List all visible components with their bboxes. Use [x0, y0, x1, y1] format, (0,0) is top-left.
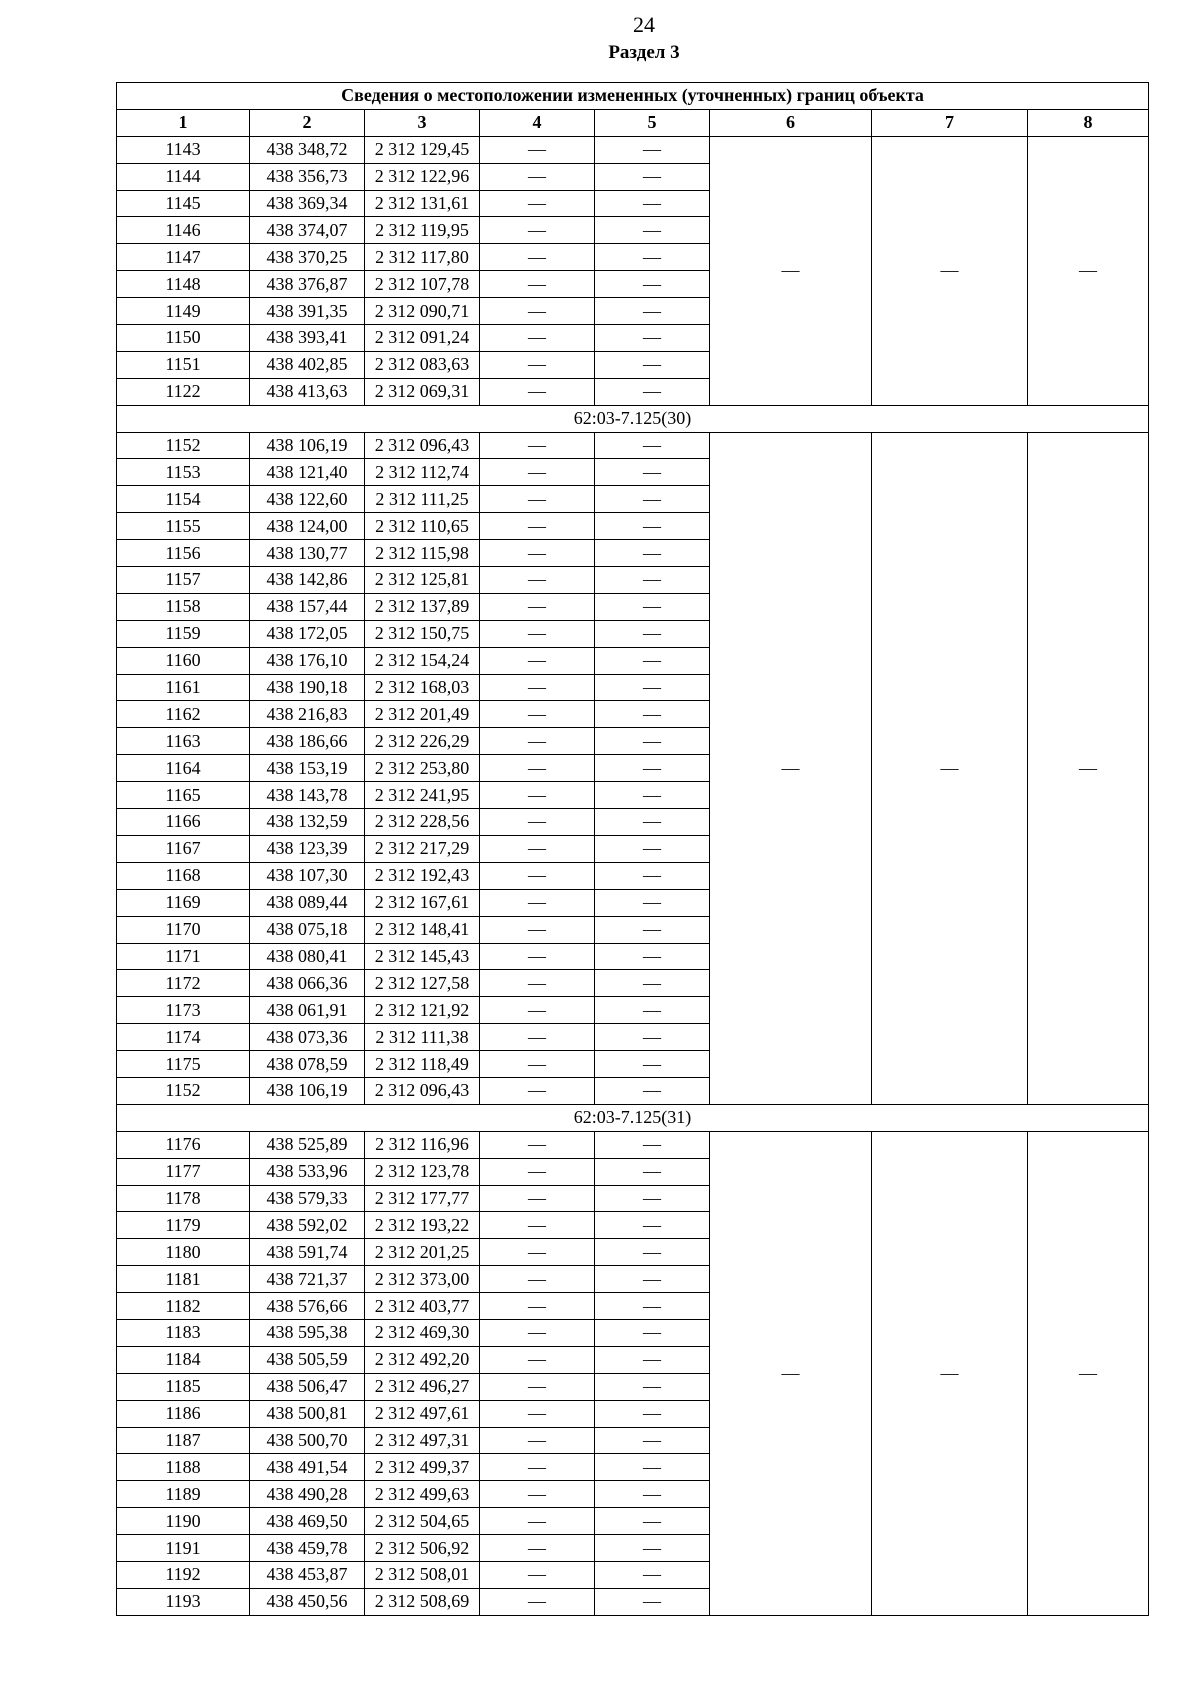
x-coordinate-cell: 438 107,30: [250, 862, 365, 889]
dash-cell: —: [595, 1185, 710, 1212]
point-number-cell: 1181: [117, 1266, 250, 1293]
dash-cell: —: [595, 486, 710, 513]
point-number-cell: 1146: [117, 217, 250, 244]
dash-cell: —: [595, 997, 710, 1024]
y-coordinate-cell: 2 312 253,80: [365, 755, 480, 782]
table-row: [117, 432, 1149, 459]
dash-cell: —: [595, 1454, 710, 1481]
column-number: 1: [117, 109, 250, 136]
dash-cell: —: [480, 1131, 595, 1158]
point-number-cell: 1150: [117, 325, 250, 352]
point-number-cell: 1192: [117, 1561, 250, 1588]
point-number-cell: 1166: [117, 809, 250, 836]
x-coordinate-cell: 438 172,05: [250, 620, 365, 647]
column-number: 4: [480, 109, 595, 136]
dash-cell: —: [595, 244, 710, 271]
dash-cell: —: [480, 593, 595, 620]
x-coordinate-cell: 438 505,59: [250, 1346, 365, 1373]
y-coordinate-cell: 2 312 125,81: [365, 567, 480, 594]
dash-cell: —: [480, 432, 595, 459]
dash-cell: —: [595, 1293, 710, 1320]
x-coordinate-cell: 438 348,72: [250, 136, 365, 163]
point-number-cell: 1187: [117, 1427, 250, 1454]
point-number-cell: 1148: [117, 271, 250, 298]
y-coordinate-cell: 2 312 504,65: [365, 1508, 480, 1535]
x-coordinate-cell: 438 106,19: [250, 1077, 365, 1104]
column-8-merged-cell: —: [1028, 432, 1149, 1104]
point-number-cell: 1170: [117, 916, 250, 943]
dash-cell: —: [480, 1346, 595, 1373]
dash-cell: —: [595, 1131, 710, 1158]
dash-cell: —: [595, 647, 710, 674]
dash-cell: —: [595, 271, 710, 298]
x-coordinate-cell: 438 413,63: [250, 378, 365, 405]
y-coordinate-cell: 2 312 127,58: [365, 970, 480, 997]
column-number: 7: [872, 109, 1028, 136]
y-coordinate-cell: 2 312 150,75: [365, 620, 480, 647]
y-coordinate-cell: 2 312 118,49: [365, 1051, 480, 1078]
dash-cell: —: [595, 540, 710, 567]
x-coordinate-cell: 438 153,19: [250, 755, 365, 782]
dash-cell: —: [480, 459, 595, 486]
y-coordinate-cell: 2 312 083,63: [365, 351, 480, 378]
dash-cell: —: [595, 1373, 710, 1400]
dash-cell: —: [480, 1373, 595, 1400]
column-number: 3: [365, 109, 480, 136]
dash-cell: —: [595, 298, 710, 325]
y-coordinate-cell: 2 312 111,25: [365, 486, 480, 513]
x-coordinate-cell: 438 124,00: [250, 513, 365, 540]
x-coordinate-cell: 438 130,77: [250, 540, 365, 567]
dash-cell: —: [595, 755, 710, 782]
y-coordinate-cell: 2 312 096,43: [365, 1077, 480, 1104]
column-number: 8: [1028, 109, 1149, 136]
point-number-cell: 1173: [117, 997, 250, 1024]
x-coordinate-cell: 438 525,89: [250, 1131, 365, 1158]
dash-cell: —: [480, 970, 595, 997]
dash-cell: —: [595, 1427, 710, 1454]
x-coordinate-cell: 438 374,07: [250, 217, 365, 244]
point-number-cell: 1180: [117, 1239, 250, 1266]
dash-cell: —: [480, 298, 595, 325]
dash-cell: —: [595, 943, 710, 970]
y-coordinate-cell: 2 312 508,01: [365, 1561, 480, 1588]
x-coordinate-cell: 438 506,47: [250, 1373, 365, 1400]
dash-cell: —: [480, 567, 595, 594]
dash-cell: —: [595, 1481, 710, 1508]
column-number-row: [117, 109, 1149, 136]
point-number-cell: 1145: [117, 190, 250, 217]
y-coordinate-cell: 2 312 226,29: [365, 728, 480, 755]
x-coordinate-cell: 438 122,60: [250, 486, 365, 513]
x-coordinate-cell: 438 369,34: [250, 190, 365, 217]
point-number-cell: 1161: [117, 674, 250, 701]
y-coordinate-cell: 2 312 096,43: [365, 432, 480, 459]
point-number-cell: 1168: [117, 862, 250, 889]
column-8-merged-cell: —: [1028, 1131, 1149, 1615]
dash-cell: —: [480, 136, 595, 163]
dash-cell: —: [480, 1051, 595, 1078]
dash-cell: —: [480, 1535, 595, 1562]
y-coordinate-cell: 2 312 123,78: [365, 1158, 480, 1185]
x-coordinate-cell: 438 080,41: [250, 943, 365, 970]
dash-cell: —: [480, 486, 595, 513]
point-number-cell: 1160: [117, 647, 250, 674]
x-coordinate-cell: 438 376,87: [250, 271, 365, 298]
point-number-cell: 1188: [117, 1454, 250, 1481]
column-8-merged-cell: —: [1028, 136, 1149, 405]
dash-cell: —: [595, 782, 710, 809]
point-number-cell: 1176: [117, 1131, 250, 1158]
dash-cell: —: [595, 378, 710, 405]
y-coordinate-cell: 2 312 177,77: [365, 1185, 480, 1212]
dash-cell: —: [480, 728, 595, 755]
point-number-cell: 1122: [117, 378, 250, 405]
point-number-cell: 1152: [117, 1077, 250, 1104]
x-coordinate-cell: 438 075,18: [250, 916, 365, 943]
dash-cell: —: [480, 647, 595, 674]
dash-cell: —: [480, 835, 595, 862]
y-coordinate-cell: 2 312 167,61: [365, 889, 480, 916]
dash-cell: —: [595, 1319, 710, 1346]
point-number-cell: 1178: [117, 1185, 250, 1212]
dash-cell: —: [595, 136, 710, 163]
section-label-row: [117, 1104, 1149, 1131]
x-coordinate-cell: 438 469,50: [250, 1508, 365, 1535]
point-number-cell: 1174: [117, 1024, 250, 1051]
dash-cell: —: [480, 1481, 595, 1508]
column-6-merged-cell: —: [710, 136, 872, 405]
y-coordinate-cell: 2 312 469,30: [365, 1319, 480, 1346]
column-number: 2: [250, 109, 365, 136]
y-coordinate-cell: 2 312 192,43: [365, 862, 480, 889]
x-coordinate-cell: 438 453,87: [250, 1561, 365, 1588]
dash-cell: —: [480, 540, 595, 567]
table-row: [117, 136, 1149, 163]
dash-cell: —: [480, 1319, 595, 1346]
y-coordinate-cell: 2 312 117,80: [365, 244, 480, 271]
dash-cell: —: [595, 1024, 710, 1051]
dash-cell: —: [595, 835, 710, 862]
x-coordinate-cell: 438 143,78: [250, 782, 365, 809]
x-coordinate-cell: 438 576,66: [250, 1293, 365, 1320]
y-coordinate-cell: 2 312 241,95: [365, 782, 480, 809]
dash-cell: —: [595, 674, 710, 701]
x-coordinate-cell: 438 190,18: [250, 674, 365, 701]
dash-cell: —: [480, 244, 595, 271]
point-number-cell: 1193: [117, 1588, 250, 1615]
y-coordinate-cell: 2 312 111,38: [365, 1024, 480, 1051]
dash-cell: —: [595, 163, 710, 190]
dash-cell: —: [595, 862, 710, 889]
column-number: 5: [595, 109, 710, 136]
dash-cell: —: [595, 1588, 710, 1615]
x-coordinate-cell: 438 490,28: [250, 1481, 365, 1508]
dash-cell: —: [480, 1508, 595, 1535]
x-coordinate-cell: 438 591,74: [250, 1239, 365, 1266]
y-coordinate-cell: 2 312 496,27: [365, 1373, 480, 1400]
dash-cell: —: [480, 620, 595, 647]
dash-cell: —: [480, 889, 595, 916]
dash-cell: —: [595, 1508, 710, 1535]
point-number-cell: 1162: [117, 701, 250, 728]
table-body: [117, 136, 1149, 1615]
dash-cell: —: [595, 1561, 710, 1588]
x-coordinate-cell: 438 402,85: [250, 351, 365, 378]
point-number-cell: 1175: [117, 1051, 250, 1078]
x-coordinate-cell: 438 592,02: [250, 1212, 365, 1239]
x-coordinate-cell: 438 123,39: [250, 835, 365, 862]
y-coordinate-cell: 2 312 497,31: [365, 1427, 480, 1454]
dash-cell: —: [595, 459, 710, 486]
y-coordinate-cell: 2 312 110,65: [365, 513, 480, 540]
y-coordinate-cell: 2 312 115,98: [365, 540, 480, 567]
dash-cell: —: [595, 513, 710, 540]
point-number-cell: 1152: [117, 432, 250, 459]
y-coordinate-cell: 2 312 112,74: [365, 459, 480, 486]
point-number-cell: 1165: [117, 782, 250, 809]
dash-cell: —: [480, 755, 595, 782]
point-number-cell: 1163: [117, 728, 250, 755]
dash-cell: —: [595, 1212, 710, 1239]
point-number-cell: 1167: [117, 835, 250, 862]
table-row: [117, 1131, 1149, 1158]
dash-cell: —: [480, 1024, 595, 1051]
dash-cell: —: [595, 325, 710, 352]
point-number-cell: 1143: [117, 136, 250, 163]
dash-cell: —: [480, 271, 595, 298]
point-number-cell: 1186: [117, 1400, 250, 1427]
y-coordinate-cell: 2 312 069,31: [365, 378, 480, 405]
dash-cell: —: [480, 916, 595, 943]
point-number-cell: 1177: [117, 1158, 250, 1185]
dash-cell: —: [480, 862, 595, 889]
point-number-cell: 1144: [117, 163, 250, 190]
y-coordinate-cell: 2 312 148,41: [365, 916, 480, 943]
y-coordinate-cell: 2 312 121,92: [365, 997, 480, 1024]
dash-cell: —: [595, 889, 710, 916]
y-coordinate-cell: 2 312 492,20: [365, 1346, 480, 1373]
x-coordinate-cell: 438 121,40: [250, 459, 365, 486]
table-caption: Сведения о местоположении измененных (уточненных) границ объекта: [117, 83, 1149, 110]
x-coordinate-cell: 438 142,86: [250, 567, 365, 594]
y-coordinate-cell: 2 312 228,56: [365, 809, 480, 836]
y-coordinate-cell: 2 312 506,92: [365, 1535, 480, 1562]
point-number-cell: 1183: [117, 1319, 250, 1346]
dash-cell: —: [595, 970, 710, 997]
x-coordinate-cell: 438 450,56: [250, 1588, 365, 1615]
section-label: 62:03-7.125(31): [117, 1104, 1149, 1131]
y-coordinate-cell: 2 312 137,89: [365, 593, 480, 620]
x-coordinate-cell: 438 061,91: [250, 997, 365, 1024]
x-coordinate-cell: 438 073,36: [250, 1024, 365, 1051]
dash-cell: —: [480, 378, 595, 405]
point-number-cell: 1157: [117, 567, 250, 594]
point-number-cell: 1191: [117, 1535, 250, 1562]
column-7-merged-cell: —: [872, 136, 1028, 405]
dash-cell: —: [480, 217, 595, 244]
point-number-cell: 1185: [117, 1373, 250, 1400]
dash-cell: —: [595, 1266, 710, 1293]
dash-cell: —: [480, 1158, 595, 1185]
y-coordinate-cell: 2 312 145,43: [365, 943, 480, 970]
dash-cell: —: [595, 809, 710, 836]
y-coordinate-cell: 2 312 116,96: [365, 1131, 480, 1158]
y-coordinate-cell: 2 312 131,61: [365, 190, 480, 217]
dash-cell: —: [595, 1077, 710, 1104]
dash-cell: —: [480, 1239, 595, 1266]
point-number-cell: 1147: [117, 244, 250, 271]
column-number: 6: [710, 109, 872, 136]
point-number-cell: 1182: [117, 1293, 250, 1320]
x-coordinate-cell: 438 500,70: [250, 1427, 365, 1454]
x-coordinate-cell: 438 176,10: [250, 647, 365, 674]
dash-cell: —: [480, 701, 595, 728]
section-title: Раздел 3: [608, 42, 680, 63]
y-coordinate-cell: 2 312 403,77: [365, 1293, 480, 1320]
point-number-cell: 1172: [117, 970, 250, 997]
dash-cell: —: [595, 1400, 710, 1427]
x-coordinate-cell: 438 078,59: [250, 1051, 365, 1078]
y-coordinate-cell: 2 312 122,96: [365, 163, 480, 190]
dash-cell: —: [480, 674, 595, 701]
x-coordinate-cell: 438 721,37: [250, 1266, 365, 1293]
dash-cell: —: [595, 1239, 710, 1266]
y-coordinate-cell: 2 312 129,45: [365, 136, 480, 163]
y-coordinate-cell: 2 312 201,25: [365, 1239, 480, 1266]
dash-cell: —: [480, 1400, 595, 1427]
dash-cell: —: [480, 513, 595, 540]
x-coordinate-cell: 438 393,41: [250, 325, 365, 352]
dash-cell: —: [595, 593, 710, 620]
x-coordinate-cell: 438 186,66: [250, 728, 365, 755]
dash-cell: —: [595, 701, 710, 728]
y-coordinate-cell: 2 312 091,24: [365, 325, 480, 352]
point-number-cell: 1189: [117, 1481, 250, 1508]
point-number-cell: 1169: [117, 889, 250, 916]
x-coordinate-cell: 438 089,44: [250, 889, 365, 916]
section-label: 62:03-7.125(30): [117, 405, 1149, 432]
dash-cell: —: [595, 728, 710, 755]
section-label-row: [117, 405, 1149, 432]
x-coordinate-cell: 438 106,19: [250, 432, 365, 459]
dash-cell: —: [480, 1588, 595, 1615]
y-coordinate-cell: 2 312 508,69: [365, 1588, 480, 1615]
dash-cell: —: [480, 190, 595, 217]
dash-cell: —: [595, 1346, 710, 1373]
table-caption-row: [117, 83, 1149, 110]
dash-cell: —: [595, 916, 710, 943]
point-number-cell: 1184: [117, 1346, 250, 1373]
column-6-merged-cell: —: [710, 1131, 872, 1615]
y-coordinate-cell: 2 312 168,03: [365, 674, 480, 701]
dash-cell: —: [595, 432, 710, 459]
dash-cell: —: [595, 217, 710, 244]
y-coordinate-cell: 2 312 107,78: [365, 271, 480, 298]
point-number-cell: 1190: [117, 1508, 250, 1535]
dash-cell: —: [595, 1535, 710, 1562]
dash-cell: —: [480, 1185, 595, 1212]
y-coordinate-cell: 2 312 499,63: [365, 1481, 480, 1508]
x-coordinate-cell: 438 459,78: [250, 1535, 365, 1562]
x-coordinate-cell: 438 066,36: [250, 970, 365, 997]
dash-cell: —: [595, 1158, 710, 1185]
point-number-cell: 1151: [117, 351, 250, 378]
x-coordinate-cell: 438 500,81: [250, 1400, 365, 1427]
dash-cell: —: [480, 997, 595, 1024]
dash-cell: —: [480, 1293, 595, 1320]
column-7-merged-cell: —: [872, 1131, 1028, 1615]
x-coordinate-cell: 438 370,25: [250, 244, 365, 271]
page-number: 24: [633, 12, 655, 37]
dash-cell: —: [480, 782, 595, 809]
dash-cell: —: [480, 1427, 595, 1454]
point-number-cell: 1156: [117, 540, 250, 567]
point-number-cell: 1153: [117, 459, 250, 486]
x-coordinate-cell: 438 132,59: [250, 809, 365, 836]
dash-cell: —: [595, 620, 710, 647]
x-coordinate-cell: 438 595,38: [250, 1319, 365, 1346]
x-coordinate-cell: 438 579,33: [250, 1185, 365, 1212]
dash-cell: —: [480, 943, 595, 970]
dash-cell: —: [480, 1454, 595, 1481]
x-coordinate-cell: 438 533,96: [250, 1158, 365, 1185]
dash-cell: —: [480, 1077, 595, 1104]
dash-cell: —: [480, 163, 595, 190]
x-coordinate-cell: 438 391,35: [250, 298, 365, 325]
dash-cell: —: [480, 1266, 595, 1293]
dash-cell: —: [595, 190, 710, 217]
dash-cell: —: [480, 351, 595, 378]
point-number-cell: 1164: [117, 755, 250, 782]
dash-cell: —: [480, 1212, 595, 1239]
y-coordinate-cell: 2 312 193,22: [365, 1212, 480, 1239]
y-coordinate-cell: 2 312 497,61: [365, 1400, 480, 1427]
y-coordinate-cell: 2 312 217,29: [365, 835, 480, 862]
y-coordinate-cell: 2 312 373,00: [365, 1266, 480, 1293]
x-coordinate-cell: 438 356,73: [250, 163, 365, 190]
dash-cell: —: [595, 1051, 710, 1078]
dash-cell: —: [595, 567, 710, 594]
point-number-cell: 1179: [117, 1212, 250, 1239]
point-number-cell: 1159: [117, 620, 250, 647]
point-number-cell: 1158: [117, 593, 250, 620]
dash-cell: —: [480, 1561, 595, 1588]
x-coordinate-cell: 438 216,83: [250, 701, 365, 728]
y-coordinate-cell: 2 312 499,37: [365, 1454, 480, 1481]
point-number-cell: 1154: [117, 486, 250, 513]
point-number-cell: 1155: [117, 513, 250, 540]
point-number-cell: 1171: [117, 943, 250, 970]
y-coordinate-cell: 2 312 154,24: [365, 647, 480, 674]
y-coordinate-cell: 2 312 090,71: [365, 298, 480, 325]
boundary-coordinates-table: [116, 82, 1149, 1616]
point-number-cell: 1149: [117, 298, 250, 325]
y-coordinate-cell: 2 312 119,95: [365, 217, 480, 244]
y-coordinate-cell: 2 312 201,49: [365, 701, 480, 728]
dash-cell: —: [480, 809, 595, 836]
x-coordinate-cell: 438 491,54: [250, 1454, 365, 1481]
column-7-merged-cell: —: [872, 432, 1028, 1104]
column-6-merged-cell: —: [710, 432, 872, 1104]
dash-cell: —: [480, 325, 595, 352]
dash-cell: —: [595, 351, 710, 378]
x-coordinate-cell: 438 157,44: [250, 593, 365, 620]
